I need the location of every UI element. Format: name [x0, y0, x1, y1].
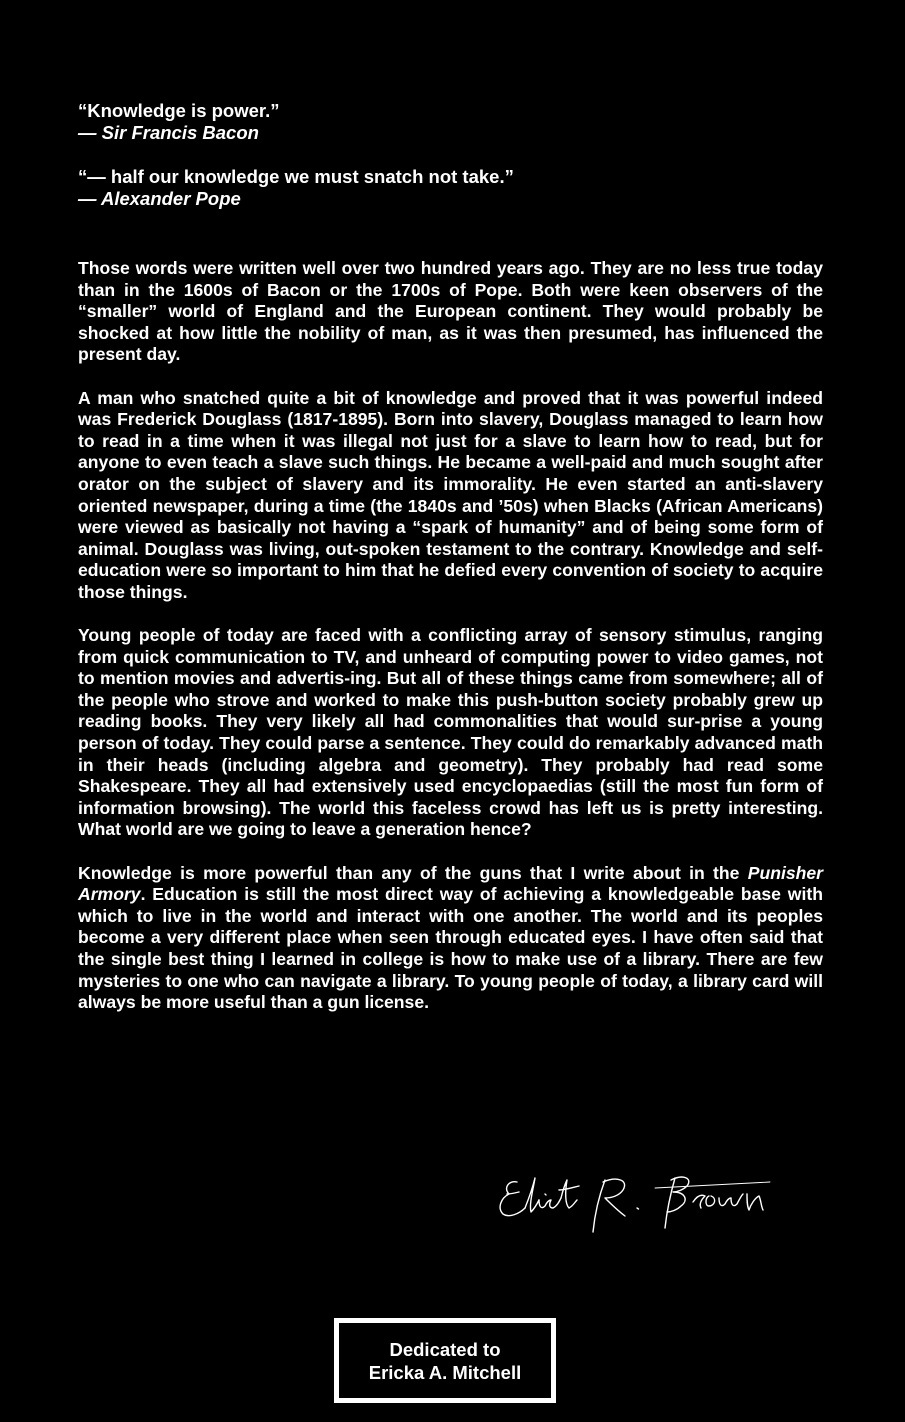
paragraph-4: [78, 863, 823, 1014]
book-title: Punisher Armory: [78, 862, 823, 905]
paragraph-2: A man who snatched quite a bit of knowledge and proved that it was powerful indeed was Frederick Douglass (1817-1895). Born into slavery, Douglass managed to learn how to read in a time when it was illegal not just for a slave to learn how to read, but for anyone to even teach a slave such things. He became a well-paid and much sought after orator on the subject of slavery and its immorality. He even started an anti-slavery oriented newspaper, during a time (the 1840s and ’50s) when Blacks (African Americans) were viewed as basically not having a “spark of humanity” and of being some form of animal. Douglass was living, out-spoken testament to the contrary. Knowledge and self-education were so important to him that he defied every convention of society to acquire those things.: [78, 387, 823, 602]
quote-text: “Knowledge is power.”: [78, 100, 280, 121]
paragraph-1: Those words were written well over two hundred years ago. They are no less true today than in the 1600s of Bacon or the 1700s of Pope. Both were keen observers of the “smaller” world of England and the European continent. They would probably be shocked at how little the nobility of man, as it was then presumed, has influenced the present day.: [78, 258, 823, 365]
quote-attribution: — Alexander Pope: [78, 188, 241, 209]
dedication-line-2: Ericka A. Mitchell: [368, 1361, 522, 1383]
dedication-box: [334, 1318, 556, 1403]
paragraph-4-text-end: . Education is still the most direct way of achieving a knowledgeable base with which to live in the world and interact with one another. The world and its peoples become a very different place when seen through educated eyes. I have often said that the single best thing I learned in college is how to make use of a library. There are few mysteries to one who can navigate a library. To young people of today, a library card will always be more useful than a gun license.: [78, 884, 823, 1013]
quote-attribution: — Sir Francis Bacon: [78, 122, 259, 143]
essay-body: [78, 258, 823, 1035]
dedication-inner: [339, 1323, 551, 1398]
quote-bacon: [78, 100, 838, 144]
paragraph-3: Young people of today are faced with a conflicting array of sensory stimulus, ranging from quick communication to TV, and unheard of computing power to video games, not to mention movies and advertis-ing. But all of these things came from somewhere; all of the people who strove and worked to make this push-button society probably grew up reading books. They very likely all had commonalities that would sur-prise a young person of today. They could parse a sentence. They could do remarkably advanced math in their heads (including algebra and geometry). They probably had read some Shakespeare. They all had extensively used encyclopaedias (still the most fun form of information browsing). The world this faceless crowd has left us is pretty interesting. What world are we going to leave a generation hence?: [78, 625, 823, 840]
epigraph-quotes: [78, 100, 838, 232]
quote-text: “— half our knowledge we must snatch not take.”: [78, 166, 514, 187]
quote-pope: [78, 166, 838, 210]
handwritten-signature: [495, 1168, 785, 1248]
paragraph-4-text-start: Knowledge is more powerful than any of the guns that I write about in the: [78, 862, 748, 883]
dedication-line-1: Dedicated to: [389, 1338, 501, 1360]
